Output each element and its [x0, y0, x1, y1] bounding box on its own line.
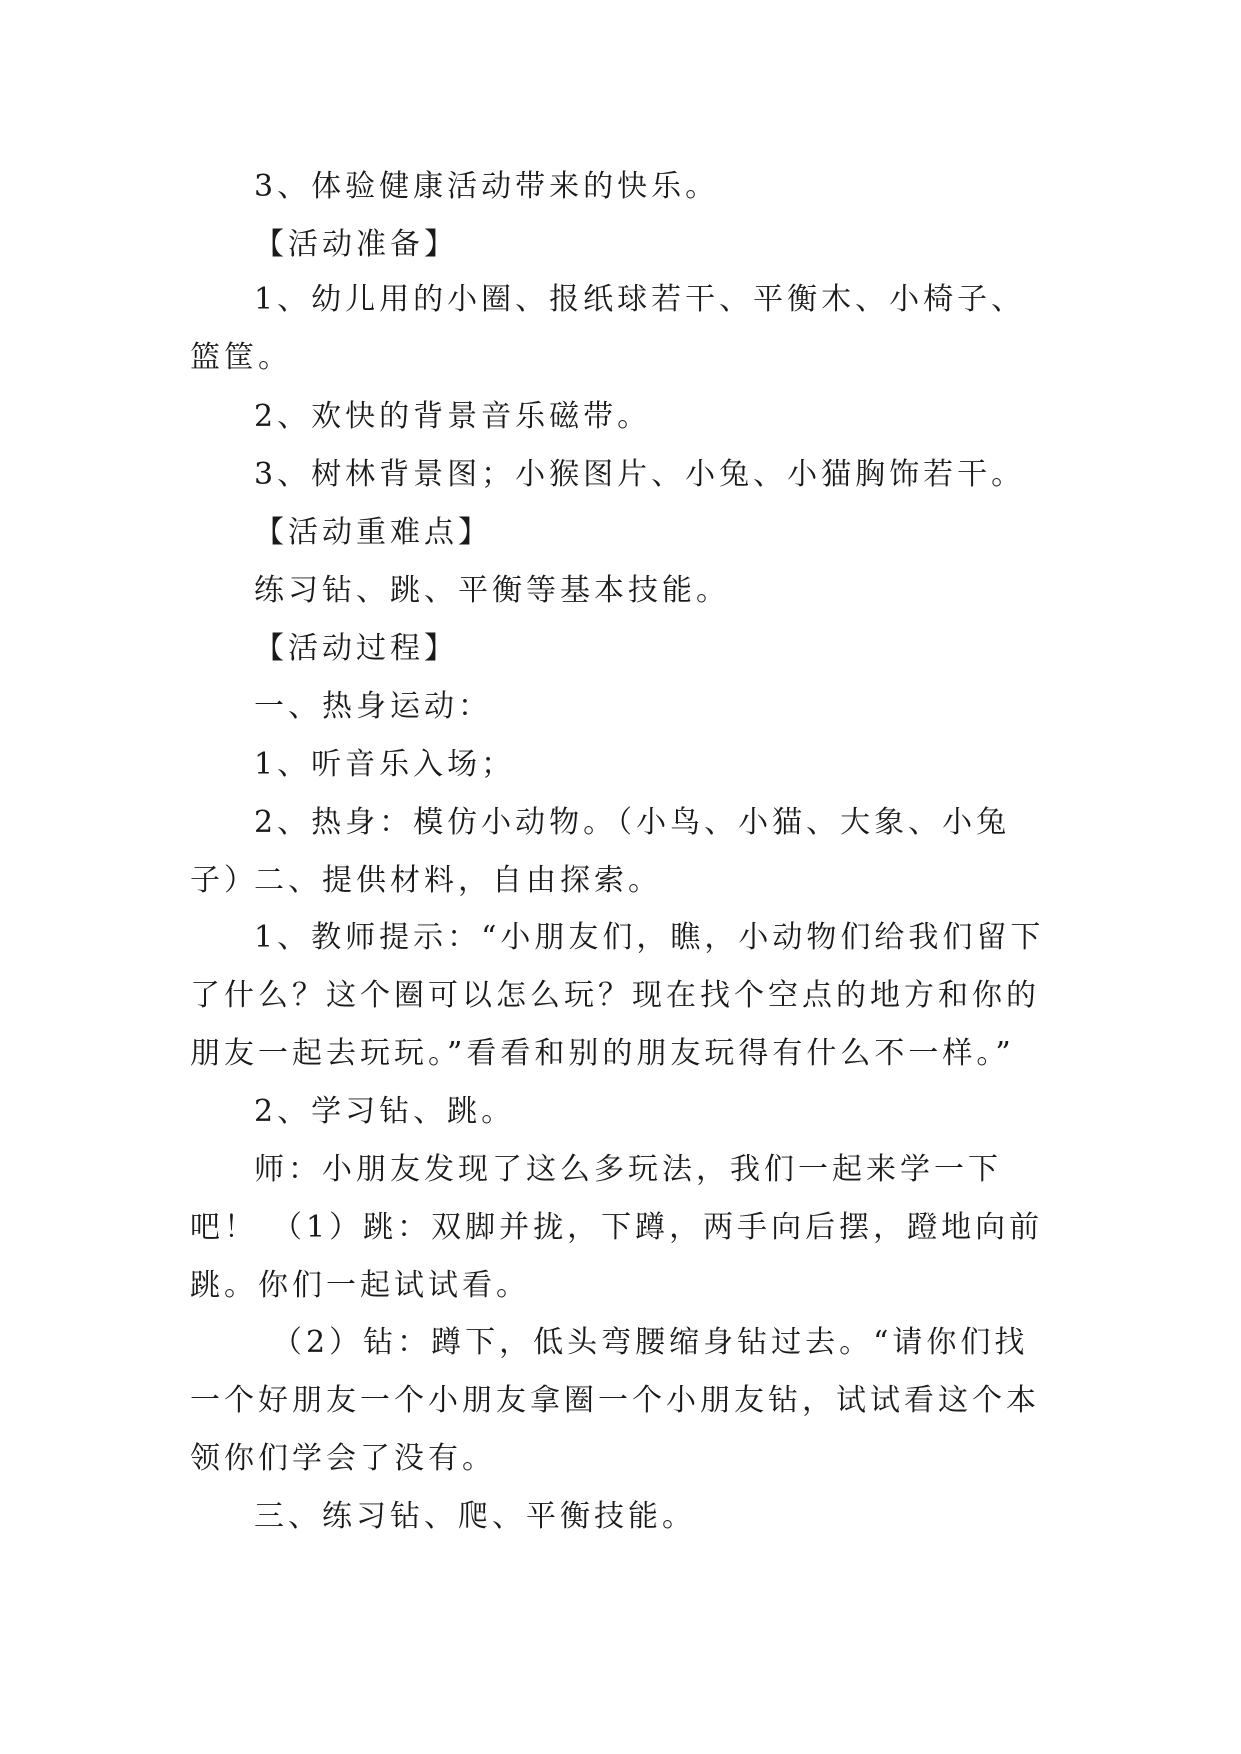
paragraph-goal-3: 3、体验健康活动带来的快乐。 [254, 169, 720, 204]
paragraph-explore-2: 2、学习钻、跳。 [254, 1094, 516, 1129]
paragraph-jump: （1）跳：双脚并拢，下蹲，两手向后摆，蹬地向前跳。你们一起试试看。 [190, 1210, 1044, 1303]
heading-process: 【活动过程】 [254, 631, 458, 666]
paragraph-prep-3: 3、树林背景图；小猴图片、小兔、小猫胸饰若干。 [254, 457, 1026, 492]
paragraph-prep-2: 2、欢快的背景音乐磁带。 [254, 399, 652, 434]
paragraph-practice: 三、练习钻、爬、平衡技能。 [254, 1499, 696, 1534]
paragraph-warmup-2: 2、热身：模仿小动物。（小鸟、小猫、大象、小兔子） [190, 805, 1011, 898]
paragraph-warmup-1: 1、听音乐入场； [254, 747, 516, 782]
paragraph-crawl: （2）钻：蹲下，低头弯腰缩身钻过去。“请你们找一个好朋友一个小朋友拿圈一个小朋友钻，试试看这个本领你们学会了没有。 [190, 1325, 1040, 1476]
paragraph-key-points: 练习钻、跳、平衡等基本技能。 [254, 573, 730, 608]
heading-key-points: 【活动重难点】 [254, 515, 492, 550]
paragraph-prep-1: 1、幼儿用的小圈、报纸球若干、平衡木、小椅子、篮筐。 [190, 282, 1026, 375]
paragraph-explore: 二、提供材料，自由探索。 [254, 863, 662, 898]
paragraph-teacher: 师：小朋友发现了这么多玩法，我们一起来学一下吧！ [190, 1152, 1002, 1245]
paragraph-explore-1: 1、教师提示：“小朋友们，瞧，小动物们给我们留下了什么？这个圈可以怎么玩？现在找个空点的地方和你的朋友一起去玩玩。”看看和别的朋友玩得有什么不一样。” [190, 920, 1045, 1071]
paragraph-warmup: 一、热身运动： [254, 689, 492, 724]
heading-preparation: 【活动准备】 [254, 227, 458, 262]
